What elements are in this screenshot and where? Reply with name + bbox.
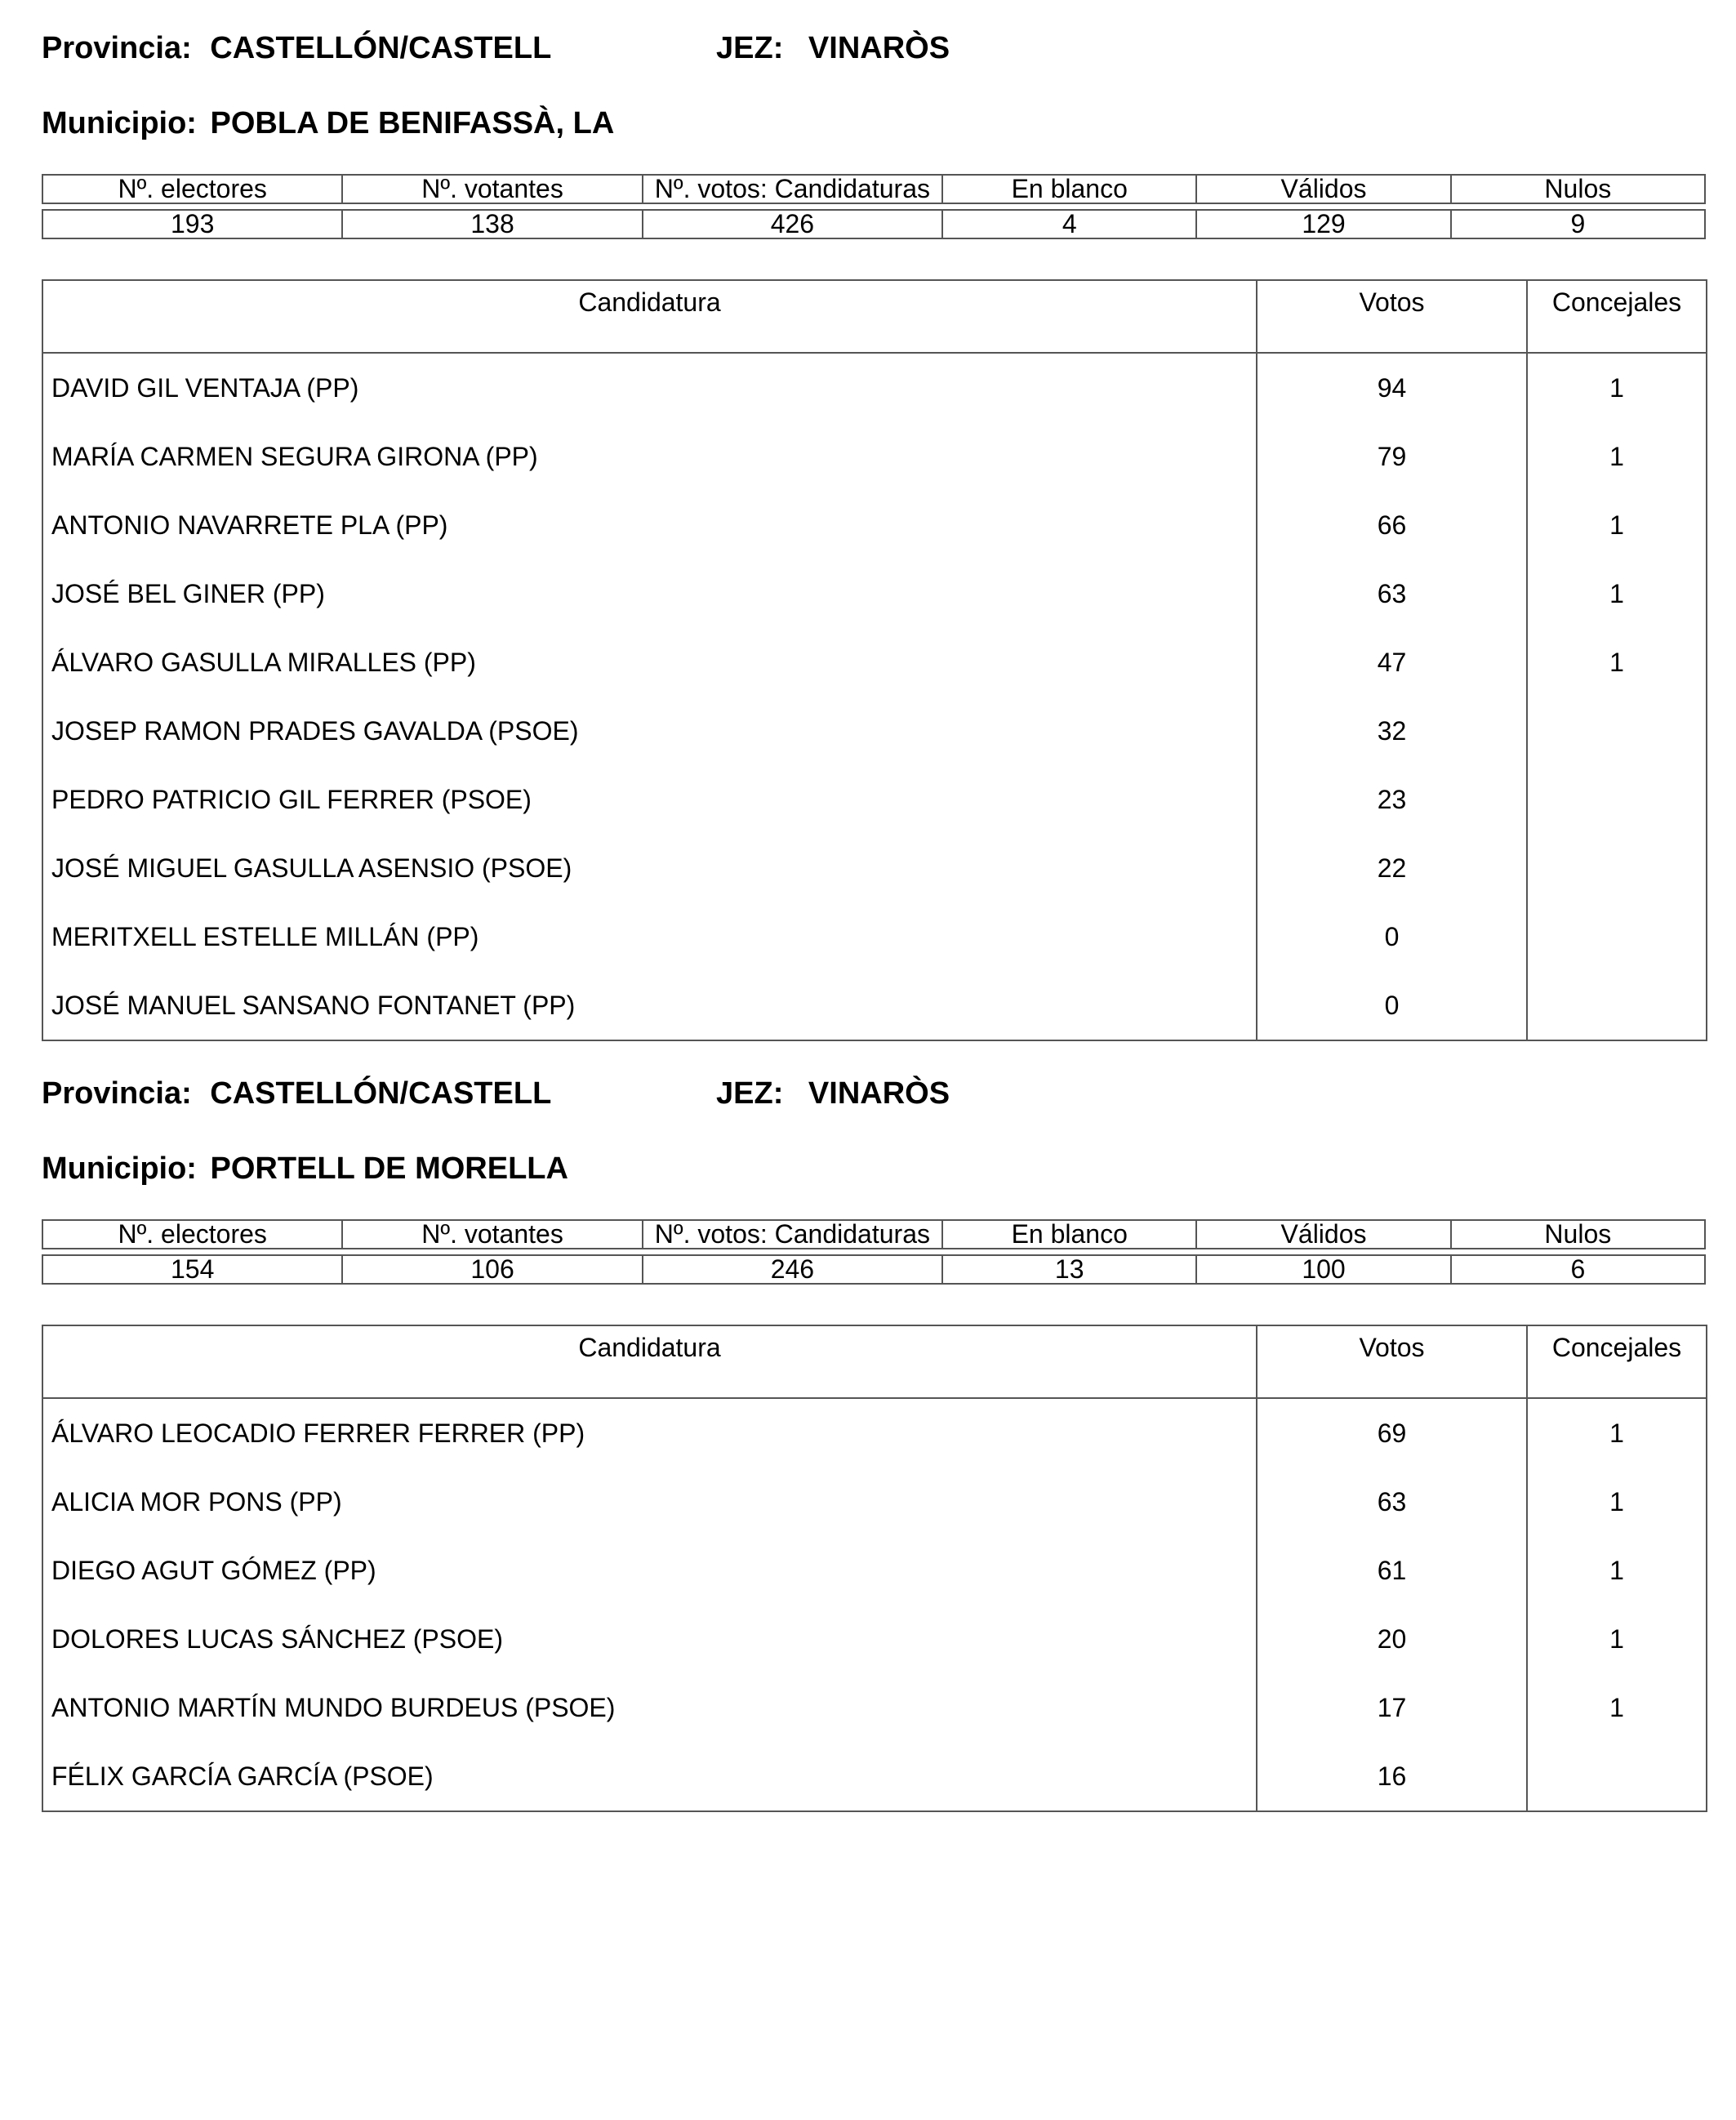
candidate-name: JOSÉ BEL GINER (PP) [42,559,1257,628]
stats-header: Nº. votantes [342,175,642,203]
provincia-line [42,33,551,64]
table-row [42,491,1707,559]
candidate-name: DAVID GIL VENTAJA (PP) [42,353,1257,422]
stats-header: Válidos [1196,1220,1450,1249]
candidate-votes: 23 [1257,765,1527,834]
table-row [42,1605,1707,1673]
candidate-seats: 1 [1527,422,1707,491]
candidate-seats: 1 [1527,628,1707,697]
candidate-name: JOSÉ MIGUEL GASULLA ASENSIO (PSOE) [42,834,1257,902]
candidate-seats [1527,1742,1707,1811]
jez-label: JEZ: [716,1076,784,1111]
stats-header: Nº. votos: Candidaturas [643,1220,942,1249]
candidate-seats [1527,765,1707,834]
stats-value: 138 [342,210,642,238]
stats-value: 246 [643,1255,942,1284]
candidate-seats [1527,697,1707,765]
jez-value: VINARÒS [808,1076,950,1111]
table-row [42,422,1707,491]
candidate-name: DOLORES LUCAS SÁNCHEZ (PSOE) [42,1605,1257,1673]
table-row [42,902,1707,971]
stats-value: 106 [342,1255,642,1284]
candidate-votes: 0 [1257,902,1527,971]
table-row [42,1468,1707,1536]
candidate-votes: 17 [1257,1673,1527,1742]
table-row [42,697,1707,765]
table-row [42,765,1707,834]
candidate-seats [1527,971,1707,1040]
candidate-name: DIEGO AGUT GÓMEZ (PP) [42,1536,1257,1605]
stats-value: 9 [1451,210,1705,238]
results-header: Votos [1257,280,1527,353]
candidate-seats: 1 [1527,353,1707,422]
candidate-name: JOSÉ MANUEL SANSANO FONTANET (PP) [42,971,1257,1040]
table-row [42,1673,1707,1742]
stats-header: En blanco [942,175,1196,203]
stats-header: Nº. votos: Candidaturas [643,175,942,203]
candidate-votes: 32 [1257,697,1527,765]
candidate-name: ÁLVARO GASULLA MIRALLES (PP) [42,628,1257,697]
municipio-line [42,108,614,139]
results-header: Concejales [1527,280,1707,353]
jez-line [716,33,950,64]
candidate-votes: 47 [1257,628,1527,697]
candidate-seats: 1 [1527,1468,1707,1536]
candidate-name: ALICIA MOR PONS (PP) [42,1468,1257,1536]
candidate-name: ANTONIO MARTÍN MUNDO BURDEUS (PSOE) [42,1673,1257,1742]
stats-header: Nº. electores [42,1220,342,1249]
candidate-votes: 61 [1257,1536,1527,1605]
stats-header: Nº. electores [42,175,342,203]
candidate-votes: 79 [1257,422,1527,491]
stats-header: Nulos [1451,175,1705,203]
candidate-seats: 1 [1527,1536,1707,1605]
stats-header-row [42,175,1705,203]
table-row [42,1536,1707,1605]
candidate-name: PEDRO PATRICIO GIL FERRER (PSOE) [42,765,1257,834]
stats-value: 193 [42,210,342,238]
results-header: Votos [1257,1325,1527,1398]
candidate-name: JOSEP RAMON PRADES GAVALDA (PSOE) [42,697,1257,765]
candidate-votes: 16 [1257,1742,1527,1811]
candidate-votes: 63 [1257,559,1527,628]
results-table [42,279,1707,1041]
table-row [42,1398,1707,1468]
stats-value: 100 [1196,1255,1450,1284]
candidate-seats [1527,902,1707,971]
candidate-votes: 0 [1257,971,1527,1040]
table-row [42,971,1707,1040]
stats-value: 426 [643,210,942,238]
candidate-votes: 94 [1257,353,1527,422]
provincia-label: Provincia: [42,1076,192,1111]
candidate-votes: 22 [1257,834,1527,902]
jez-value: VINARÒS [808,31,950,65]
municipio-label: Municipio: [42,106,197,140]
candidate-seats: 1 [1527,1398,1707,1468]
candidate-name: ANTONIO NAVARRETE PLA (PP) [42,491,1257,559]
candidate-votes: 20 [1257,1605,1527,1673]
stats-value: 4 [942,210,1196,238]
municipio-label: Municipio: [42,1151,197,1186]
results-header: Candidatura [42,280,1257,353]
stats-header: Nulos [1451,1220,1705,1249]
municipio-value: PORTELL DE MORELLA [210,1151,568,1186]
candidate-seats: 1 [1527,491,1707,559]
stats-header: En blanco [942,1220,1196,1249]
candidate-votes: 63 [1257,1468,1527,1536]
results-table [42,1325,1707,1812]
provincia-value: CASTELLÓN/CASTELL [210,1076,552,1111]
candidate-votes: 69 [1257,1398,1527,1468]
candidate-seats: 1 [1527,1673,1707,1742]
candidate-votes: 66 [1257,491,1527,559]
candidate-seats: 1 [1527,1605,1707,1673]
results-header-row [42,280,1707,353]
provincia-value: CASTELLÓN/CASTELL [210,31,552,65]
candidate-name: FÉLIX GARCÍA GARCÍA (PSOE) [42,1742,1257,1811]
stats-header-row [42,1220,1705,1249]
stats-value: 154 [42,1255,342,1284]
provincia-line [42,1078,551,1109]
stats-header: Válidos [1196,175,1450,203]
table-row [42,834,1707,902]
jez-line [716,1078,950,1109]
jez-label: JEZ: [716,31,784,65]
stats-value: 13 [942,1255,1196,1284]
table-row [42,628,1707,697]
stats-value-row [42,210,1705,238]
table-row [42,1742,1707,1811]
candidate-name: MERITXELL ESTELLE MILLÁN (PP) [42,902,1257,971]
candidate-seats [1527,834,1707,902]
stats-value-row [42,1255,1705,1284]
stats-value: 6 [1451,1255,1705,1284]
municipio-value: POBLA DE BENIFASSÀ, LA [210,106,615,140]
stats-header: Nº. votantes [342,1220,642,1249]
municipio-line [42,1153,568,1184]
candidate-name: ÁLVARO LEOCADIO FERRER FERRER (PP) [42,1398,1257,1468]
stats-table [42,1219,1706,1285]
table-row [42,559,1707,628]
provincia-label: Provincia: [42,31,192,65]
stats-table [42,174,1706,239]
candidate-seats: 1 [1527,559,1707,628]
stats-value: 129 [1196,210,1450,238]
results-header: Concejales [1527,1325,1707,1398]
candidate-name: MARÍA CARMEN SEGURA GIRONA (PP) [42,422,1257,491]
table-row [42,353,1707,422]
results-header: Candidatura [42,1325,1257,1398]
results-header-row [42,1325,1707,1398]
